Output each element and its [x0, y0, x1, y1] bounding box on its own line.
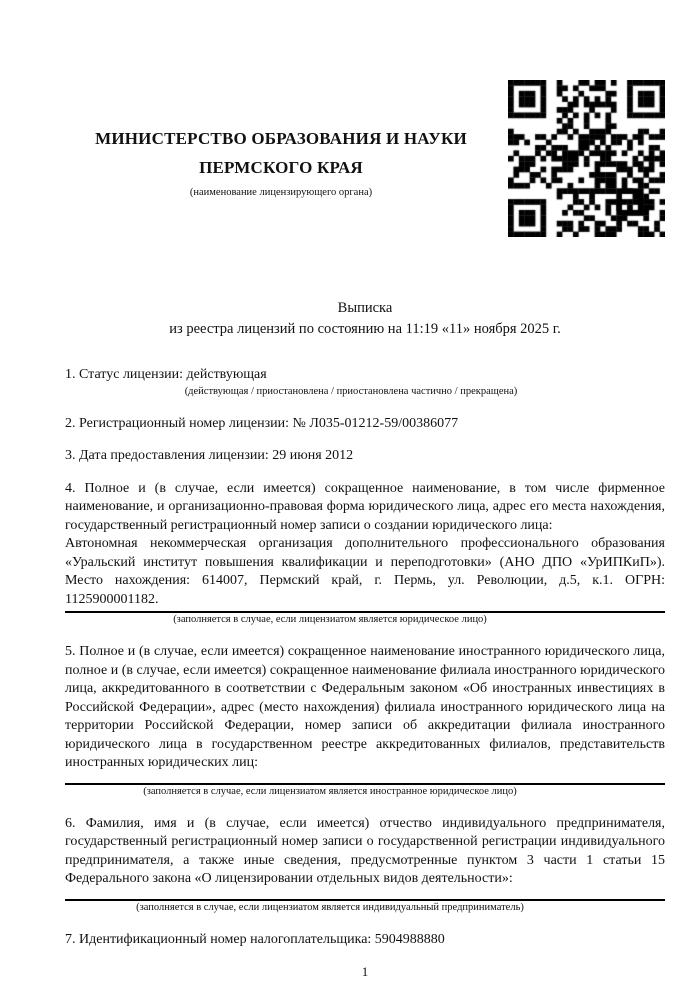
item-2-registration-number: 2. Регистрационный номер лицензии: № Л035-01212-59/00386077 — [65, 415, 459, 431]
ministry-name-line1: МИНИСТЕРСТВО ОБРАЗОВАНИЯ И НАУКИ — [95, 129, 467, 148]
licensing-authority-block — [65, 124, 497, 200]
extract-title — [65, 298, 665, 340]
document-header — [65, 80, 665, 238]
page-number: 1 — [361, 964, 369, 979]
item-7-taxpayer-number: 7. Идентификационный номер налогоплательщика: 5904988880 — [65, 931, 445, 947]
license-status-caption: (действующая / приостановлена / приостановлена частично / прекращена) — [184, 385, 518, 397]
ministry-caption: (наименование лицензирующего органа) — [189, 187, 373, 198]
extract-items — [65, 366, 665, 949]
legal-entity-label: 4. Полное и (в случае, если имеется) сокращенное наименование, в том числе фирменное наименование, и организационно-правовая форма юридического лица, адрес его места нахождения, государственный регистрационный номер записи о создании юридического лица: — [65, 480, 665, 533]
item-1-license-status: 1. Статус лицензии: действующая — [65, 367, 267, 382]
foreign-entity-caption: (заполняется в случае, если лицензиатом является иностранное юридическое лицо) — [143, 785, 517, 797]
legal-entity-value: Автономная некоммерческая организация дополнительного профессионального образования «Уральский институт повышения квалификации и переподготовки» (АНО ДПО «УрИПКиП»). Место нахождения: 614007, Пермский край, г. Пермь, ул. Революции, д.5, к.1. ОГРН: 1125900001182. — [65, 536, 665, 607]
item-5-foreign-entity: 5. Полное и (в случае, если имеется) сокращенное наименование иностранного юридического лица, полное и (в случае, если имеется) сокращенное наименование филиала иностранного юридического лица, аккредитованного в соответствии с Федеральным законом «Об иностранных инвестициях в Российской Федерации», адрес (место нахождения) филиала иностранного юридического лица на территории Российской Федерации, номер записи об аккредитации филиала иностранного юридического лица в государственном реестре аккредитованных филиалов, представительств иностранных юридических лиц: — [65, 644, 665, 770]
extract-title-line2: из реестра лицензий по состоянию на 11:19 «11» ноября 2025 г. — [169, 321, 561, 337]
item-3-grant-date: 3. Дата предоставления лицензии: 29 июня 2012 — [65, 448, 354, 463]
ministry-name-line2: ПЕРМСКОГО КРАЯ — [199, 158, 363, 177]
entrepreneur-caption: (заполняется в случае, если лицензиатом является индивидуальный предприниматель) — [136, 901, 524, 913]
item-6-entrepreneur: 6. Фамилия, имя и (в случае, если имеется) отчество индивидуального предпринимателя, государственный регистрационный номер записи о государственной регистрации индивидуального предпринимателя, а также иные сведения, предусмотренные пунктом 3 части 1 статьи 15 Федерального закона «О лицензировании отдельных видов деятельности»: — [65, 815, 665, 886]
extract-title-line1: Выписка — [337, 300, 393, 316]
legal-entity-caption: (заполняется в случае, если лицензиатом является юридическое лицо) — [173, 614, 487, 625]
item-4-legal-entity — [65, 480, 665, 610]
qr-code-icon — [508, 80, 665, 237]
ministry-name — [65, 124, 497, 182]
